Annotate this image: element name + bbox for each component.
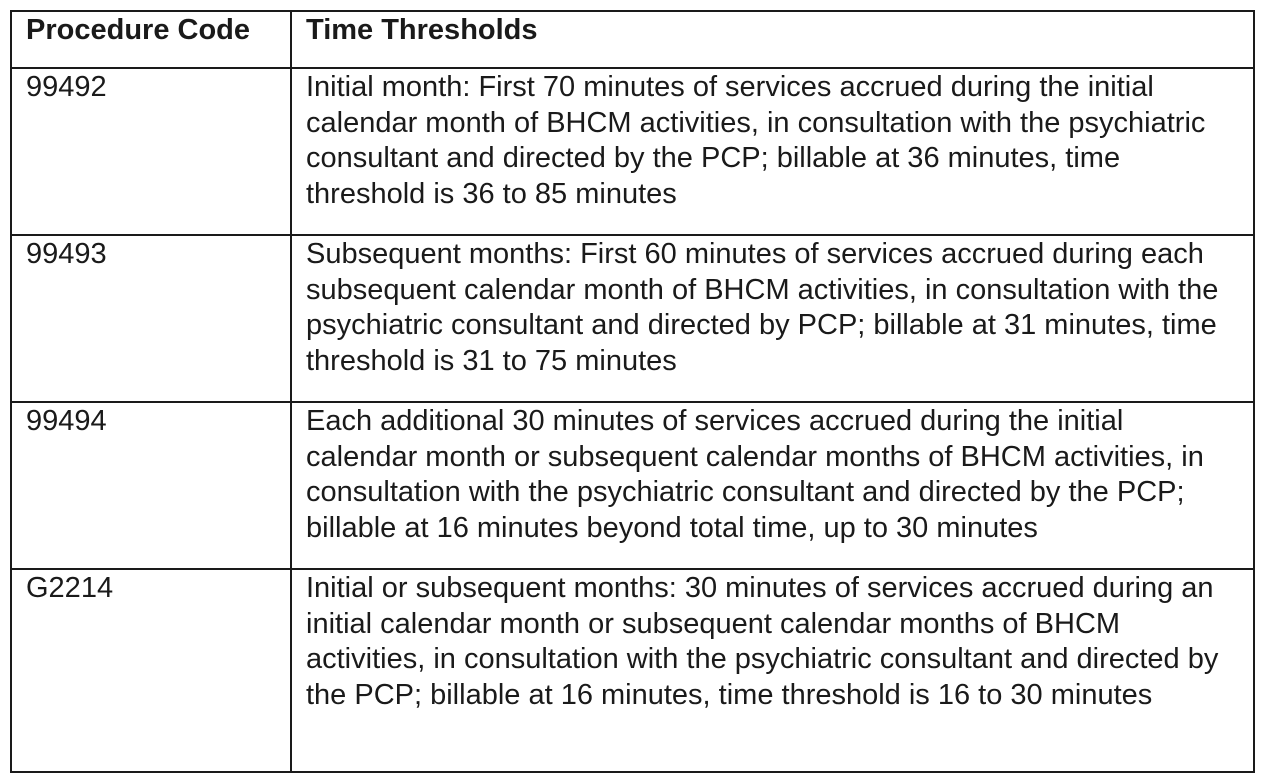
procedure-code-cell: G2214 <box>11 569 291 772</box>
table-row <box>11 68 1254 235</box>
procedure-time-threshold-table <box>10 10 1255 773</box>
time-threshold-cell: Initial or subsequent months: 30 minutes of services accrued during an initial calendar month or subsequent calendar months of BHCM activities, in consultation with the psychiatric consultant and directed by the PCP; billable at 16 minutes, time threshold is 16 to 30 minutes <box>291 569 1254 772</box>
procedure-code-cell: 99493 <box>11 235 291 402</box>
procedure-code-cell: 99492 <box>11 68 291 235</box>
table-row <box>11 569 1254 772</box>
table-header-row <box>11 11 1254 68</box>
table-row <box>11 402 1254 569</box>
procedure-code-cell: 99494 <box>11 402 291 569</box>
time-threshold-cell: Initial month: First 70 minutes of services accrued during the initial calendar month of BHCM activities, in consultation with the psychiatric consultant and directed by the PCP; billable at 36 minutes, time threshold is 36 to 85 minutes <box>291 68 1254 235</box>
header-procedure-code: Procedure Code <box>11 11 291 68</box>
time-threshold-cell: Subsequent months: First 60 minutes of services accrued during each subsequent calendar month of BHCM activities, in consultation with the psychiatric consultant and directed by PCP; billable at 31 minutes, time threshold is 31 to 75 minutes <box>291 235 1254 402</box>
header-time-thresholds: Time Thresholds <box>291 11 1254 68</box>
time-threshold-cell: Each additional 30 minutes of services accrued during the initial calendar month or subsequent calendar months of BHCM activities, in consultation with the psychiatric consultant and directed by the PCP; billable at 16 minutes beyond total time, up to 30 minutes <box>291 402 1254 569</box>
table-row <box>11 235 1254 402</box>
procedure-table-container <box>10 10 1255 773</box>
